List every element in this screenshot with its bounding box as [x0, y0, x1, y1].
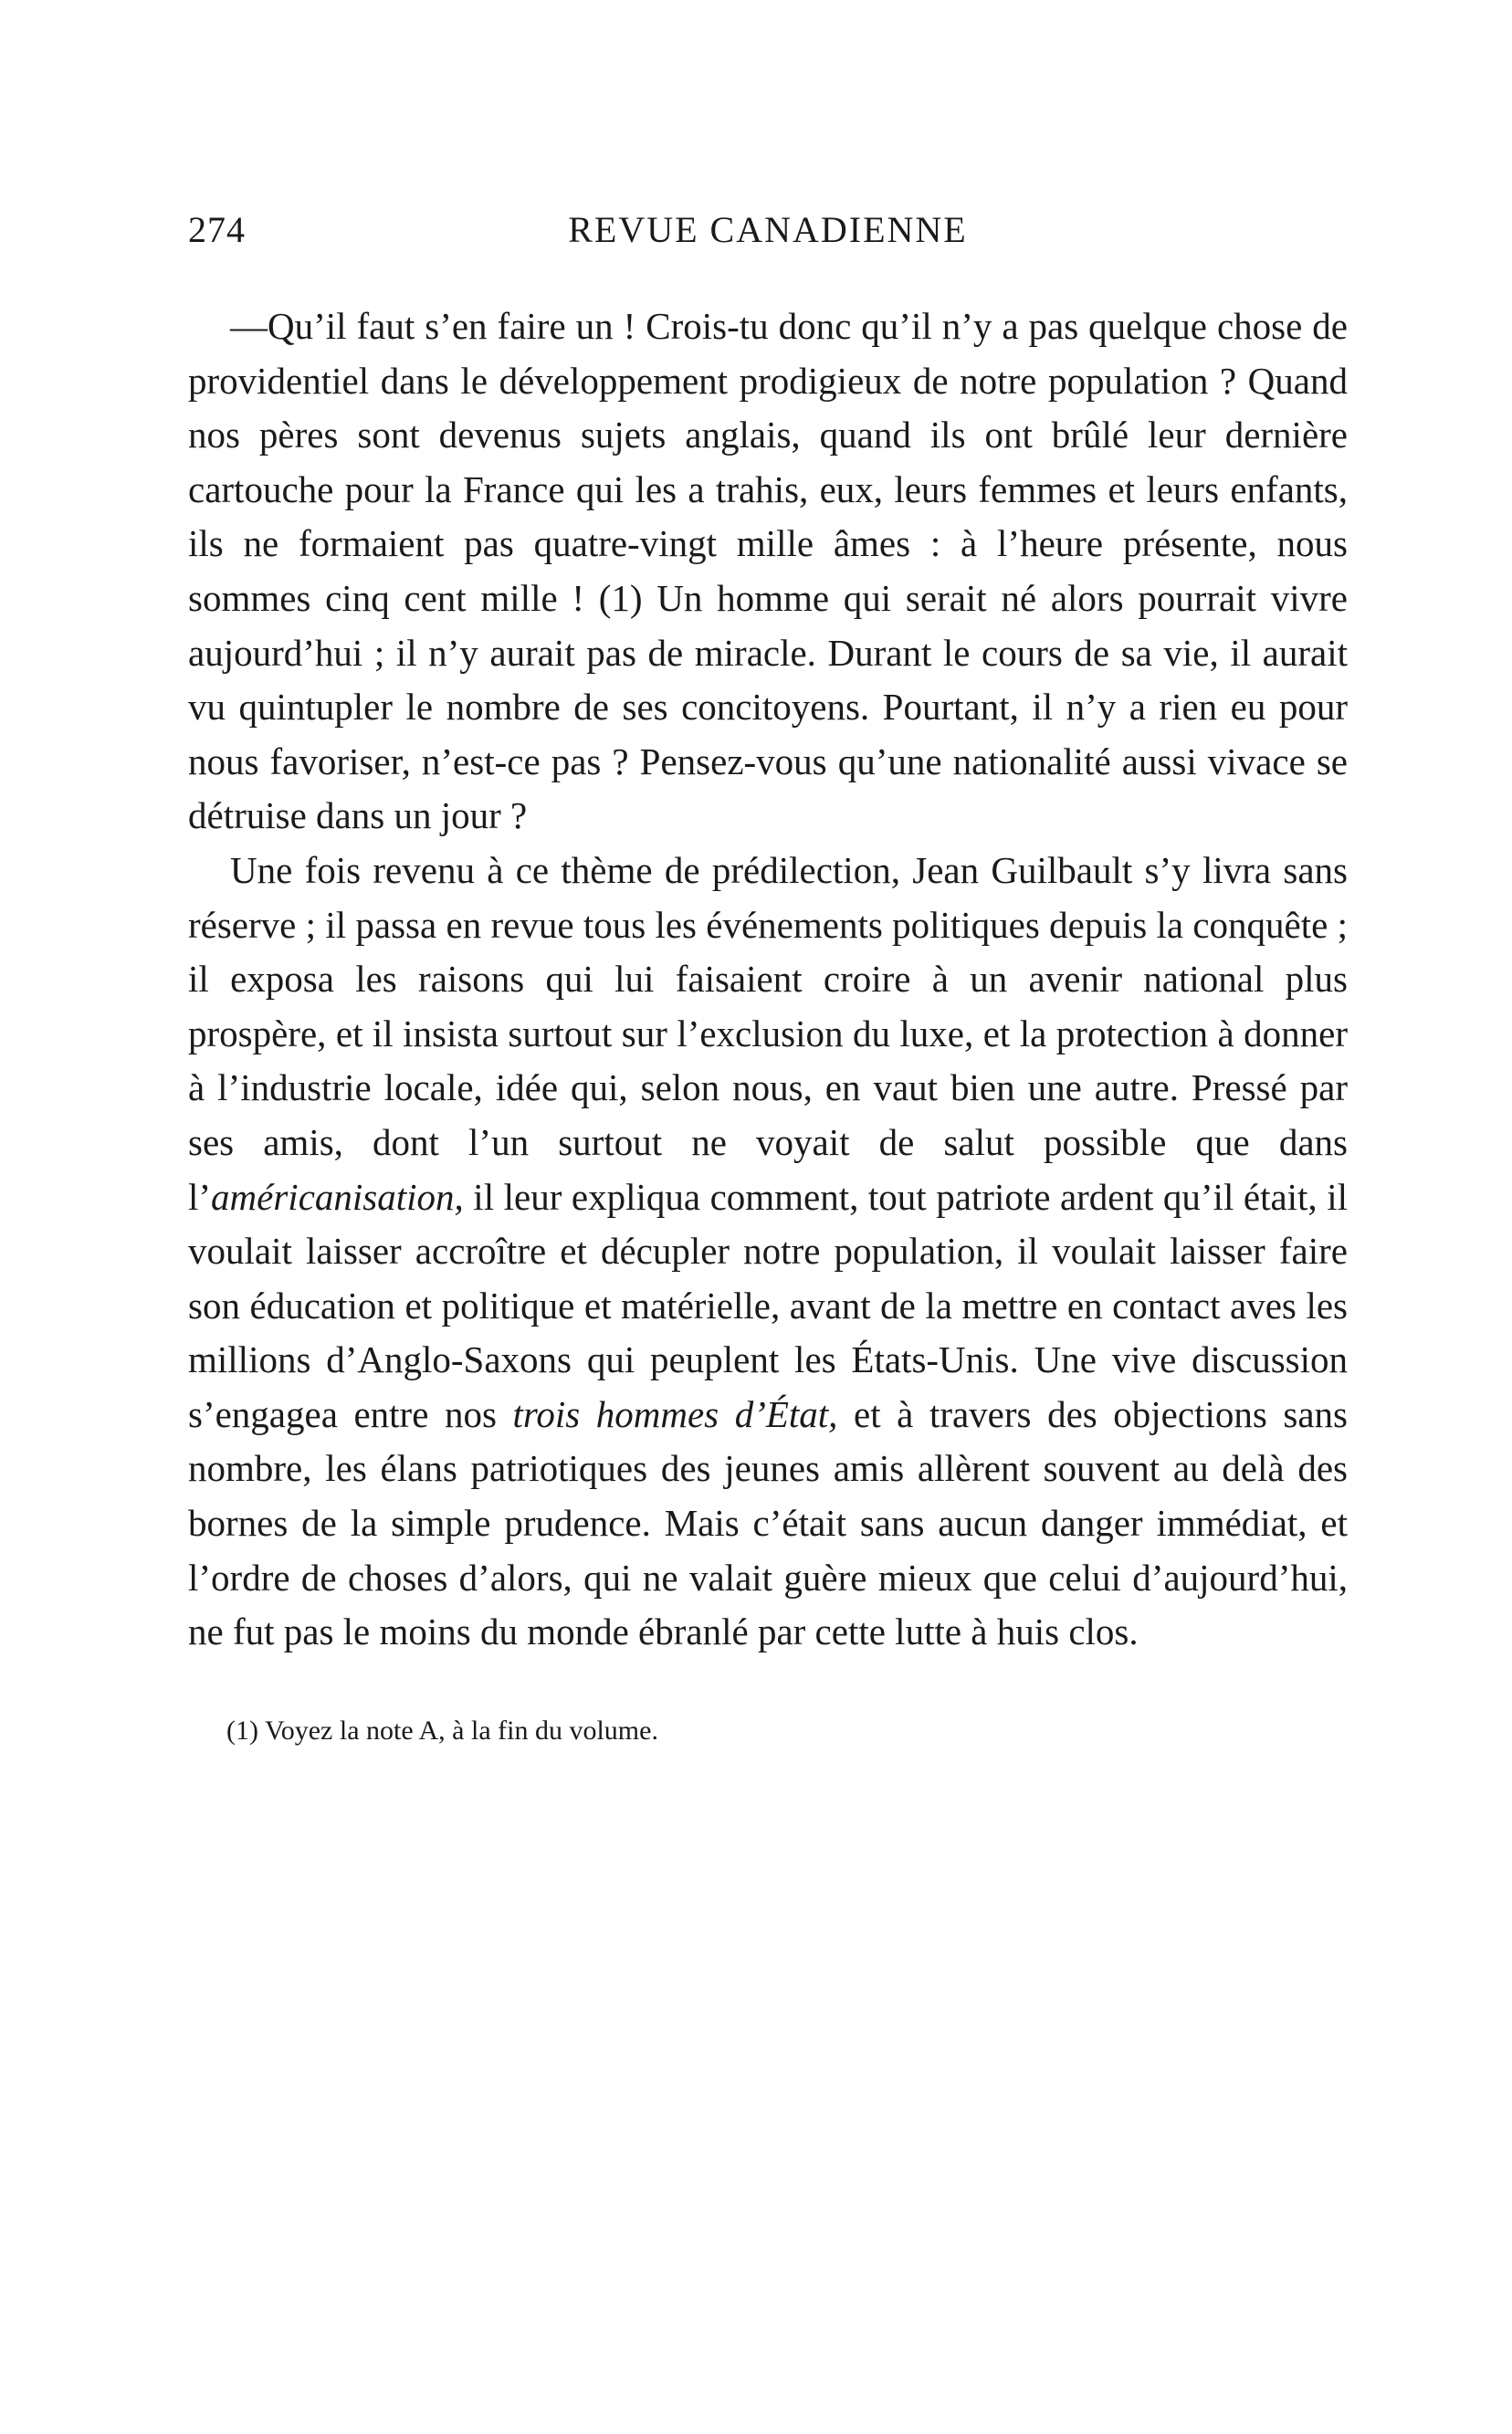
page-number: 274 [188, 209, 246, 250]
running-head [188, 208, 1348, 259]
paragraph-narration [188, 844, 1348, 1660]
journal-title: REVUE CANADIENNE [568, 209, 968, 250]
footnote: (1) Voyez la note A, à la fin du volume. [226, 1715, 658, 1746]
paragraph-narration-part-2: il leur expliqua comment, tout patriote ardent qu’il était, il voulait laisser accroître et décupler notre population, il voulait laisser faire son éducation et politique et matérielle, avant de la mettre en contact aves les millions d’Anglo-Saxons qui peuplent les États-Unis. Une vive discussion s’engagea entre nos [188, 1175, 1348, 1435]
paragraph-narration-part-3: et à travers des objections sans nombre, les élans patriotiques des jeunes amis allèrent souvent au delà des bornes de la simple prudence. Mais c’était sans aucun danger immédiat, et l’ordre de choses d’alors, qui ne valait guère mieux que celui d’aujourd’hui, ne fut pas le moins du monde ébranlé par cette lutte à huis clos. [188, 1392, 1348, 1653]
paragraph-dialogue: —Qu’il faut s’en faire un ! Crois-tu donc qu’il n’y a pas quelque chose de providentiel dans le développement prodigieux de notre population ? Quand nos pères sont devenus sujets anglais, quand ils ont brûlé leur dernière cartouche pour la France qui les a trahis, eux, leurs femmes et leurs enfants, ils ne formaient pas quatre-vingt mille âmes : à l’heure présente, nous sommes cinq cent mille ! (1) Un homme qui serait né alors pourrait vivre aujourd’hui ; il n’y aurait pas de miracle. Durant le cours de sa vie, il aurait vu quintupler le nombre de ses concitoyens. Pourtant, il n’y a rien eu pour nous favoriser, n’est-ce pas ? Pensez-vous qu’une nationalité aussi vivace se détruise dans un jour ? [188, 305, 1348, 837]
paragraph-narration-part-1: Une fois revenu à ce thème de prédilection, Jean Guilbault s’y livra sans réserve ; il passa en revue tous les événements politiques depuis la conquête ; il exposa les raisons qui lui faisaient croire à un avenir national plus prospère, et il insista surtout sur l’exclusion du luxe, et la protection à donner à l’industrie locale, idée qui, selon nous, en vaut bien une autre. Pressé par ses amis, dont l’un surtout ne voyait de salut possible que dans l’ [188, 848, 1348, 1218]
italic-trois-hommes: trois hommes d’État, [512, 1392, 838, 1435]
italic-americanisation: américanisation, [211, 1175, 464, 1218]
book-page [188, 208, 1348, 1749]
body-text [188, 299, 1348, 1660]
